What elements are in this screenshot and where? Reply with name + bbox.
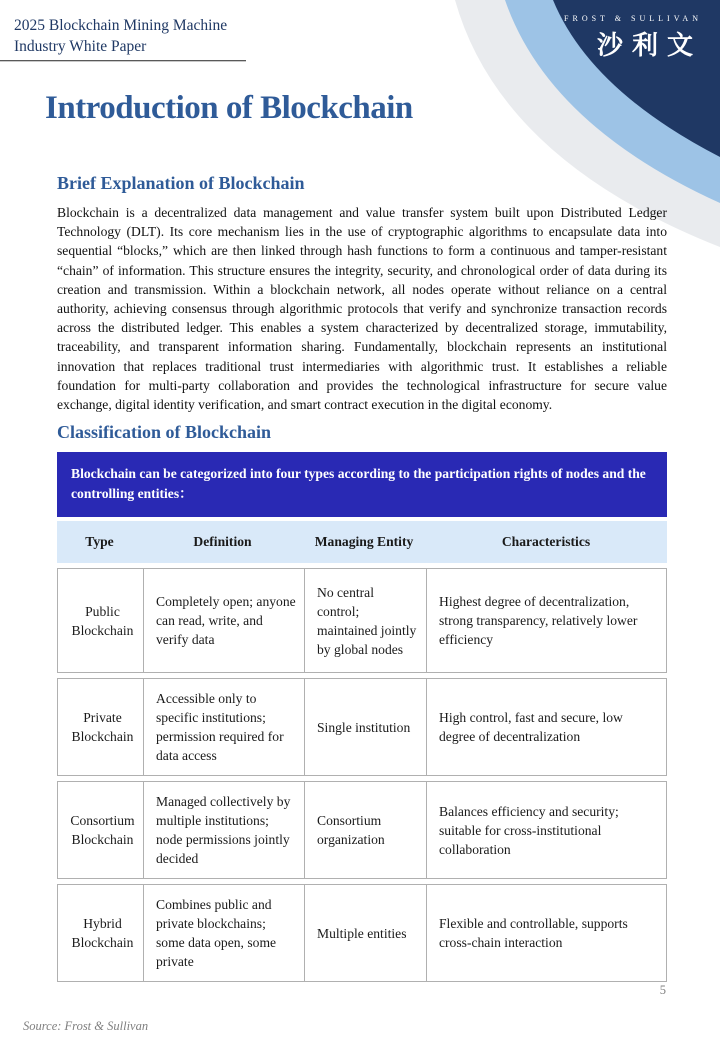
cell-definition: Accessible only to specific institutions; permission required for data access [143,679,304,775]
cell-managing-entity: Multiple entities [304,885,426,981]
cell-characteristics: Highest degree of decentralization, strong transparency, relatively lower efficiency [426,569,666,672]
page-number: 5 [659,983,666,997]
table-row-public-blockchain [57,568,667,673]
doc-title-line1: 2025 Blockchain Mining Machine [14,17,228,34]
cell-characteristics: Balances efficiency and security; suitable for cross-institutional collaboration [426,782,666,878]
brief-explanation-paragraph: Blockchain is a decentralized data management and value transfer system built upon Distributed Ledger Technology (DLT). Its core mechanism lies in the use of cryptographic algorithms to encapsulate data into sequential “blocks,” which are then linked through hash functions to form a continuous and tamper-resistant “chain” of information. This structure ensures the integrity, security, and chronological order of data during its creation and transmission. Within a blockchain network, all nodes operate without reliance on a central authority, achieving consensus through algorithmic protocols that verify and synchronize transaction records across the distributed ledger. This enables a system characterized by decentralized storage, immutability, traceability, and transparent information sharing. Fundamentally, blockchain represents an institutional innovation that replaces traditional trust intermediaries with algorithmic trust. It establishes a reliable foundation for multi-party collaboration and provides the technological infrastructure for secure value exchange, digital identity verification, and smart contract execution in the digital economy. [57,205,667,413]
column-header-definition: Definition [193,534,252,549]
cell-definition: Managed collectively by multiple institutions; node permissions jointly decided [143,782,304,878]
cell-characteristics: High control, fast and secure, low degree of decentralization [426,679,666,775]
table-row-hybrid-blockchain [57,884,667,982]
page-title: Introduction of Blockchain [45,90,413,126]
column-header-type: Type [85,534,114,549]
cell-type: Public Blockchain [71,603,134,638]
cell-managing-entity: Single institution [304,679,426,775]
frost-sullivan-logo [564,14,702,62]
cell-managing-entity: No central control; maintained jointly by global nodes [304,569,426,672]
classification-table [57,452,667,982]
table-intro-banner: Blockchain can be categorized into four types according to the participation rights of nodes and the controlling entities： [57,452,667,517]
column-header-managing-entity: Managing Entity [314,534,414,549]
cell-type: Consortium Blockchain [70,813,135,847]
table-header-row [57,521,667,563]
cell-type: Hybrid Blockchain [71,916,134,950]
cell-definition: Completely open; anyone can read, write, and verify data [143,569,304,672]
cell-managing-entity: Consortium organization [304,782,426,878]
column-header-characteristics: Characteristics [501,534,591,549]
brand-name-en: FROST & SULLIVAN [564,14,702,23]
cell-definition: Combines public and private blockchains; some data open, some private [143,885,304,981]
cell-characteristics: Flexible and controllable, supports cross-chain interaction [426,885,666,981]
brand-name-cn: 沙利文 [596,31,702,61]
document-header [14,15,344,57]
header-divider-line [0,60,246,62]
table-row-private-blockchain [57,678,667,776]
section-heading-classification: Classification of Blockchain [57,422,272,442]
section-heading-brief-explanation: Brief Explanation of Blockchain [57,173,305,193]
source-attribution: Source: Frost & Sullivan [23,1019,149,1033]
cell-type: Private Blockchain [71,710,134,744]
doc-title-line2: Industry White Paper [14,38,147,55]
table-row-consortium-blockchain [57,781,667,879]
